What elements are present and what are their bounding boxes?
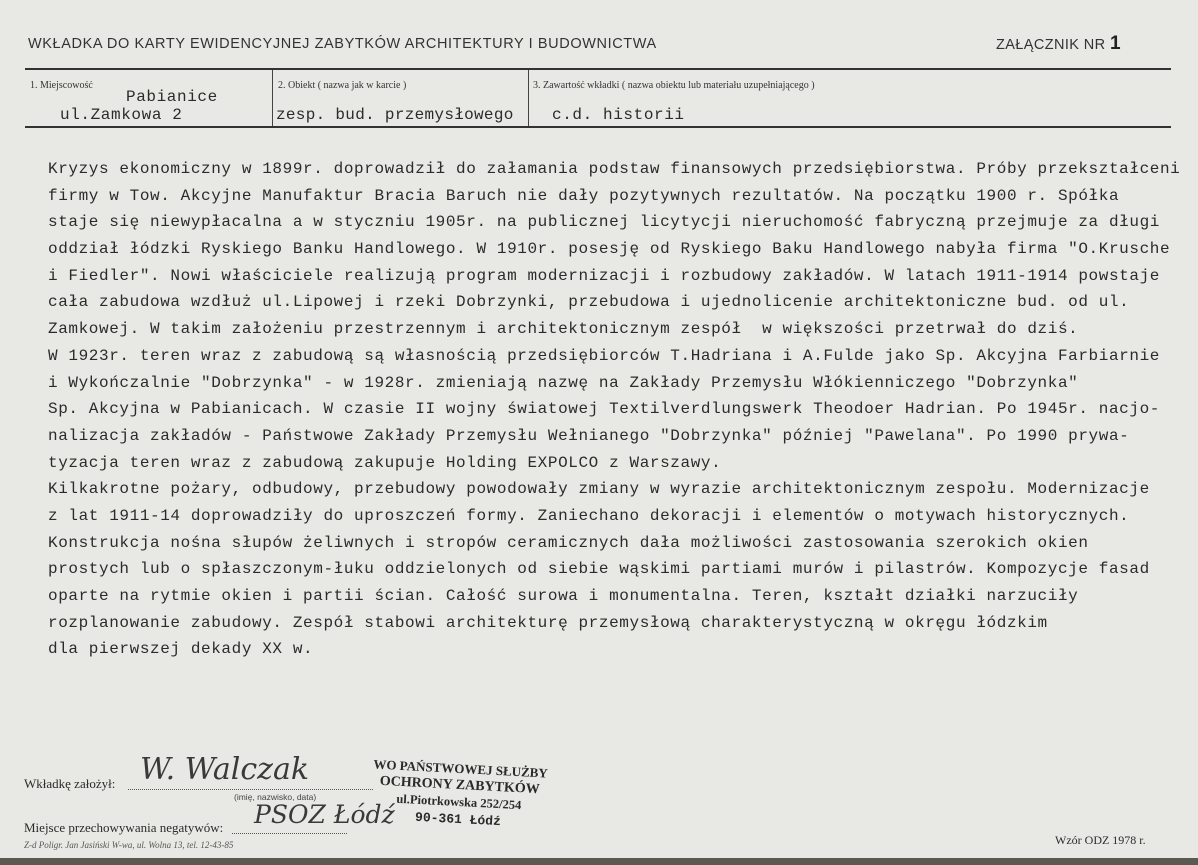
stamp-line: ul.Piotrkowska 252/254 <box>396 791 522 813</box>
text-line: Kryzys ekonomiczny w 1899r. doprowadził do załamania podstaw finansowych przedsiębiorstwa. Próby przekształceni <box>48 160 1181 178</box>
printer-info: Z-d Poligr. Jan Jasiński W-wa, ul. Wolna 13, tel. 12-43-85 <box>24 840 234 850</box>
author-signature: W. Walczak <box>140 752 310 787</box>
divider <box>528 70 529 126</box>
text-line: i Fiedler". Nowi właściciele realizują program modernizacji i rozbudowy zakładów. W latach 1911-1914 powstaje <box>48 266 1160 285</box>
text-line: Kilkakrotne pożary, odbudowy, przebudowy powodowały zmiany w wyrazie architektonicznym zespołu. Modernizacje <box>48 480 1150 499</box>
text-line: oparte na rytmie okien i partii ścian. Całość surowa i monumentalna. Teren, kształt działki narzuciły <box>48 587 1079 605</box>
stamp-line: 90-361 Łódź <box>414 809 502 830</box>
stamp-line: WO PAŃSTWOWEJ SŁUŻBY <box>373 756 549 781</box>
content-label: 3. Zawartość wkładki ( nazwa obiektu lub materiału uzupełniającego ) <box>533 80 815 91</box>
object-label: 2. Obiekt ( nazwa jak w karcie ) <box>278 80 407 91</box>
negatives-line <box>232 832 347 834</box>
negatives-label: Miejsce przechowywania negatywów: <box>24 820 224 835</box>
text-line: tyzacja teren wraz z zabudową zakupuje Holding EXPOLCO z Warszawy. <box>48 453 722 472</box>
author-label: Wkładkę założył: <box>24 776 116 791</box>
text-line: z lat 1911-14 doprowadziły do uproszczeń formy. Zaniechano dekoracji i elementów o motywach historycznych. <box>48 506 1130 525</box>
text-line: dla pierwszej dekady XX w. <box>48 640 314 659</box>
text-line: Konstrukcja nośna słupów żeliwnych i stropów ceramicznych dała możliwości zastosowania szerokich okien <box>48 533 1089 552</box>
history-text <box>48 156 1188 663</box>
text-line: prostych lub o spłaszczonym-łuku oddzielonych od siebie wąskimi partiami murów i pilastrów. Kompozycje fasad <box>48 560 1150 579</box>
text-line: firmy w Tow. Akcyjne Manufaktur Bracia Baruch nie dały pozytywnych rezultatów. Na początku 1900 r. Spółka <box>48 186 1120 205</box>
text-line: oddział łódzki Ryskiego Banku Handlowego. W 1910r. posesję od Ryskiego Baku Handlowego nabyła firma "O.Krusche <box>48 240 1171 259</box>
stamp-line: OCHRONY ZABYTKÓW <box>379 773 541 798</box>
text-line: staje się niewypłacalna a w styczniu 1905r. na publicznej licytycji nieruchomość fabryczną przejmuje za długi <box>48 213 1160 232</box>
annex-number <box>996 33 1121 55</box>
form-title: WKŁADKA DO KARTY EWIDENCYJNEJ ZABYTKÓW ARCHITEKTURY I BUDOWNICTWA <box>28 36 657 52</box>
author-hint: (imię, nazwisko, data) <box>234 792 317 802</box>
annex-label: ZAŁĄCZNIK NR <box>996 37 1106 53</box>
divider <box>272 70 273 126</box>
divider <box>25 68 1171 70</box>
scan-edge <box>0 858 1198 865</box>
negatives-value: PSOZ Łódź <box>254 800 395 829</box>
locality-address: ul.Zamkowa 2 <box>60 106 183 124</box>
form-code: Wzór ODZ 1978 r. <box>1055 833 1146 847</box>
text-line: cała zabudowa wzdłuż ul.Lipowej i rzeki Dobrzynki, przebudowa i ujednolicenie architektoniczne bud. od ul. <box>48 293 1130 312</box>
text-line: nalizacja zakładów - Państwowe Zakłady Przemysłu Wełnianego "Dobrzynka" później "Pawelana". Po 1990 prywa- <box>48 426 1130 445</box>
locality-value: Pabianice <box>126 88 218 106</box>
object-value: zesp. bud. przemysłowego <box>276 106 514 124</box>
annex-number-value: 1 <box>1109 33 1121 54</box>
text-line: i Wykończalnie "Dobrzynka" - w 1928r. zmieniają nazwę na Zakłady Przemysłu Włókienniczego "Dobrzynka" <box>48 373 1079 392</box>
text-line: Zamkowej. W takim założeniu przestrzennym i architektonicznym zespół w większości przetrwał do dziś. <box>48 320 1079 339</box>
institution-stamp <box>370 755 548 832</box>
locality-label: 1. Miejscowość <box>30 80 93 91</box>
divider <box>25 126 1171 128</box>
content-value: c.d. historii <box>552 106 685 124</box>
text-line: W 1923r. teren wraz z zabudową są własnością przedsiębiorców T.Hadriana i A.Fulde jako Sp. Akcyjna Farbiarnie <box>48 346 1160 365</box>
text-line: Sp. Akcyjna w Pabianicach. W czasie II wojny światowej Textilverdlungswerk Theodoer Hadrian. Po 1945r. nacjo- <box>48 400 1160 419</box>
text-line: rozplanowanie zabudowy. Zespół stabowi architekturę przemysłową charakterystyczną w okręgu łódzkim <box>48 613 1048 632</box>
author-line <box>128 788 373 790</box>
